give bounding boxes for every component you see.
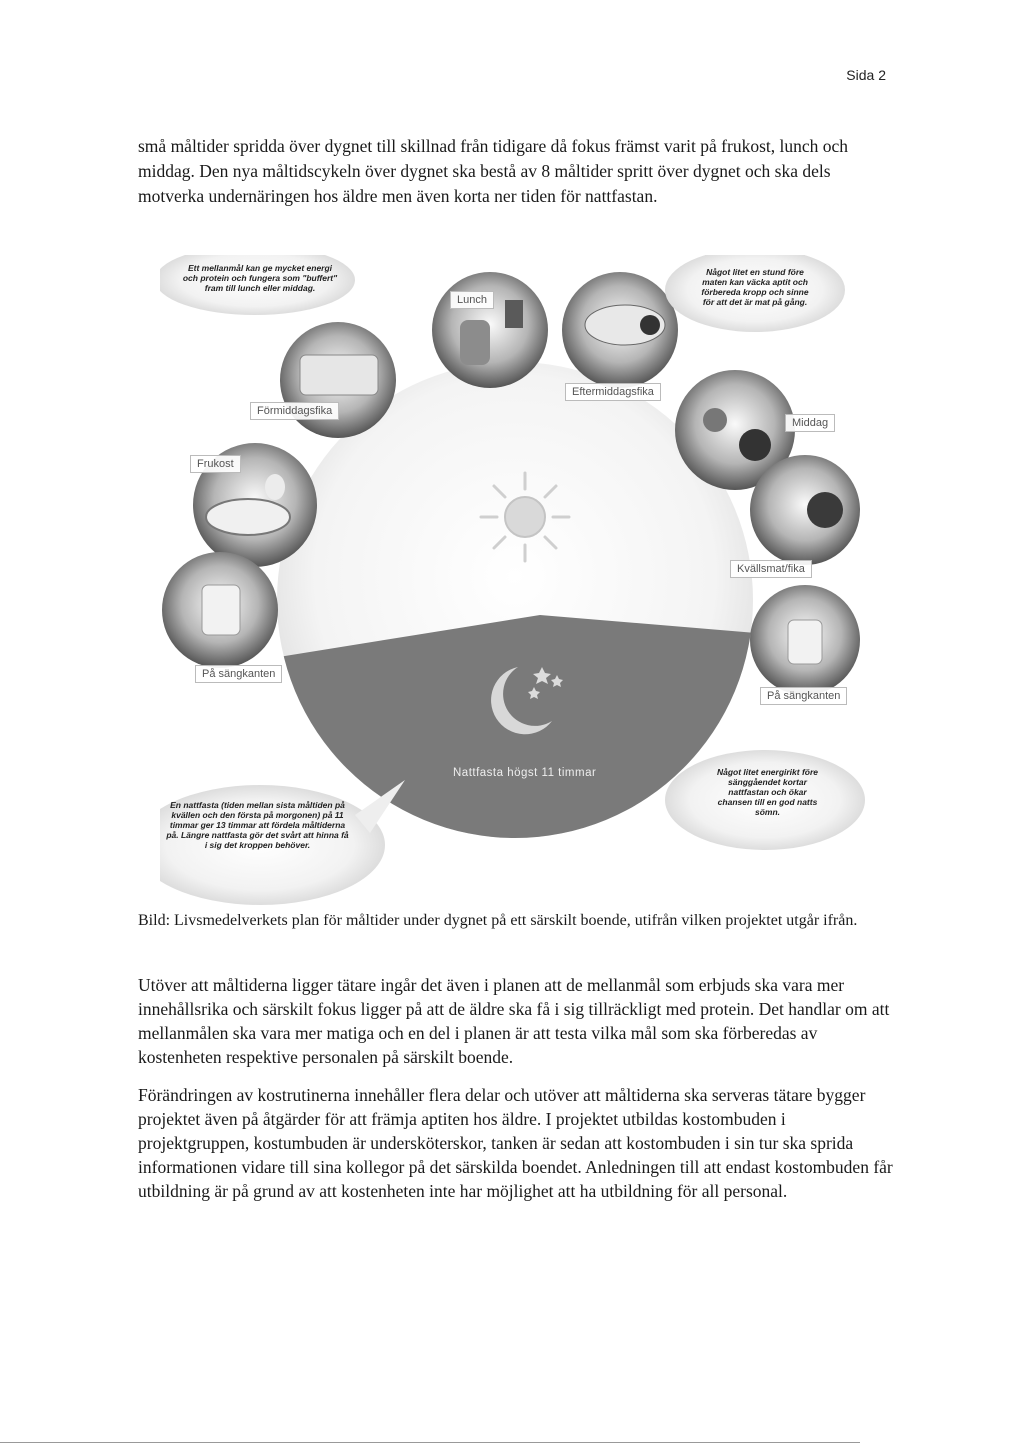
footer-divider [0,1442,860,1443]
meal-label-kvallsmat: Kvällsmat/fika [730,560,812,578]
sangkanten-left-photo [162,552,278,668]
meal-label-lunch: Lunch [450,291,494,309]
callout-top-left: Ett mellanmål kan ge mycket energi och protein och fungera som "buffert" fram till lunch eller middag. [182,263,338,293]
formiddagsfika-photo [280,322,396,438]
kvallsmat-photo [750,455,860,565]
figure-caption: Bild: Livsmedelverkets plan för måltider under dygnet på ett särskilt boende, utifrån vilken projektet utgår ifrån. [138,912,858,929]
callout-top-right: Något litet en stund före maten kan väcka aptit och förbereda kropp och sinne för att det är mat på gång. [701,267,809,307]
meal-label-middag: Middag [785,414,835,432]
body-paragraph-2: Förändringen av kostrutinerna innehåller flera delar och utöver att måltiderna ska serveras tätare bygger projektet även på åtgärder för att främja aptiten hos äldre. I projektet utbildas kostombuden i projektgruppen, kostumbuden är undersköterskor, tanken är sedan att kostombuden i sin tur ska sprida informationen vidare till sina kollegor på det särskilda boendet. Anledningen till att endast kostombuden får utbildning är på grund av att kostenheten inte har möjlighet att ha utbildning för all personal. [138,1085,893,1201]
meal-label-sangkanten-left: På sängkanten [195,665,282,683]
body-paragraph-1: Utöver att måltiderna ligger tätare ingår det även i planen att de mellanmål som erbjuds ska vara mer innehållsrika och särskilt fokus ligger på att de äldre ska få i sig tillräckligt med protein. Det handlar om att mellanmålen ska vara mer matiga och en del i planen är att testa vilka mål som ska förberedas av kostenheten respektive personalen på särskilt boende. [138,975,890,1067]
callout-bottom-right: Något litet energirikt före sänggåendet kortar nattfastan och ökar chansen till en god natts sömn. [716,767,819,817]
night-fast-label: Nattfasta högst 11 timmar [453,767,597,779]
intro-paragraph: små måltider spridda över dygnet till skillnad från tidigare då fokus främst varit på frukost, lunch och middag. Den nya måltidscykeln över dygnet ska bestå av 8 måltider spritt över dygnet och ska dels motverka undernäringen hos äldre men även korta ner tiden för nattfastan. [138,136,849,206]
callout-bottom-left: En nattfasta (tiden mellan sista måltiden på kvällen och den första på morgonen) på 11 timmar ger 13 timmar att fördela måltiderna på. Längre nattfasta gör det svårt att hinna få i sig det kroppen behöver. [166,800,349,850]
meal-label-frukost: Frukost [190,455,241,473]
page-number: Sida 2 [846,67,886,83]
eftermiddagsfika-photo [562,272,678,388]
sangkanten-right-photo [750,585,860,695]
meal-label-sangkanten-right: På sängkanten [760,687,847,705]
lunch-photo [432,272,548,388]
sun-icon [481,473,569,561]
meal-cycle-figure [160,255,880,905]
meal-label-eftermiddagsfika: Eftermiddagsfika [565,383,661,401]
meal-label-formiddagsfika: Förmiddagsfika [250,402,339,420]
